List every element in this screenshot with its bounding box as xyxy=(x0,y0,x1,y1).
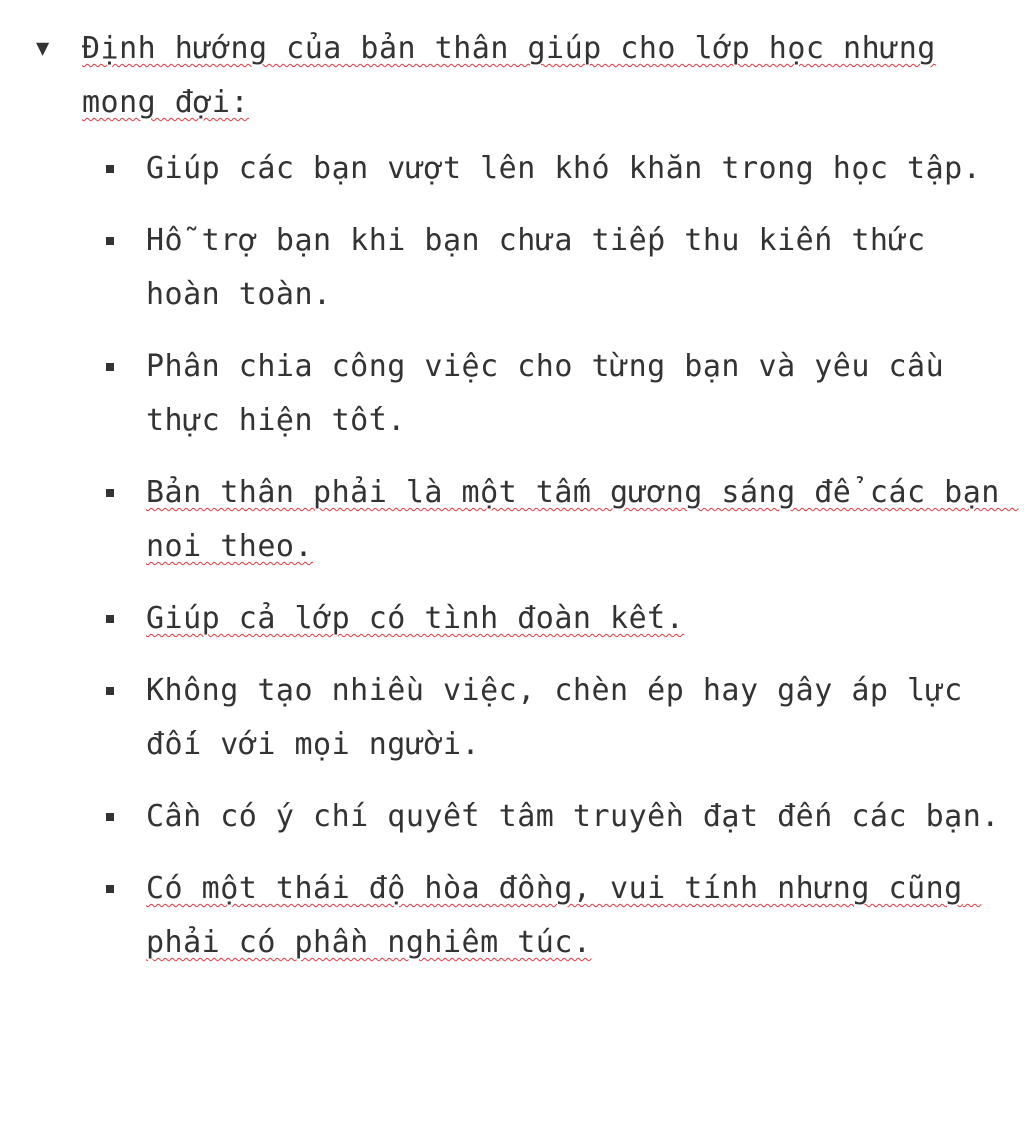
list-item[interactable] xyxy=(98,592,1000,646)
bullet-square-icon xyxy=(98,340,146,394)
list-item-text[interactable]: Bản thân phải là một tấm gương sáng để các bạn noi theo. xyxy=(146,475,1019,564)
list-item[interactable] xyxy=(98,790,1000,844)
list-item-text[interactable]: Không tạo nhiều việc, chèn ép hay gây áp lực đối với mọi người. xyxy=(146,673,982,762)
triangle-down-icon[interactable]: ▼ xyxy=(36,36,50,61)
list-item-text[interactable]: Có một thái độ hòa đồng, vui tính nhưng cũng phải có phần nghiêm túc. xyxy=(146,871,982,960)
toggle-header[interactable] xyxy=(30,22,1000,130)
list-item[interactable] xyxy=(98,214,1000,322)
bullet-square-icon xyxy=(98,466,146,520)
list-item-text[interactable]: Cần có ý chí quyết tâm truyền đạt đến các bạn. xyxy=(146,799,1000,834)
list-item[interactable] xyxy=(98,466,1019,574)
list-item-text[interactable]: Giúp cả lớp có tình đoàn kết. xyxy=(146,601,685,636)
list-item[interactable] xyxy=(98,862,1000,970)
toggle-block xyxy=(30,22,1019,988)
bullet-square-icon xyxy=(98,790,146,844)
bullet-square-icon xyxy=(98,592,146,646)
list-item[interactable] xyxy=(98,142,1000,196)
bullet-square-icon xyxy=(98,214,146,268)
bullet-list xyxy=(30,142,1019,970)
list-item[interactable] xyxy=(98,340,1000,448)
bullet-square-icon xyxy=(98,862,146,916)
list-item-text[interactable]: Giúp các bạn vượt lên khó khăn trong học tập. xyxy=(146,151,982,186)
list-item-text[interactable]: Phân chia công việc cho từng bạn và yêu cầu thực hiện tốt. xyxy=(146,349,963,438)
toggle-heading[interactable]: Định hướng của bản thân giúp cho lớp học nhưng mong đợi: xyxy=(82,31,936,120)
bullet-square-icon xyxy=(98,664,146,718)
bullet-square-icon xyxy=(98,142,146,196)
list-item[interactable] xyxy=(98,664,1000,772)
list-item-text[interactable]: Hỗ trợ bạn khi bạn chưa tiếp thu kiến thức hoàn toàn. xyxy=(146,223,945,312)
